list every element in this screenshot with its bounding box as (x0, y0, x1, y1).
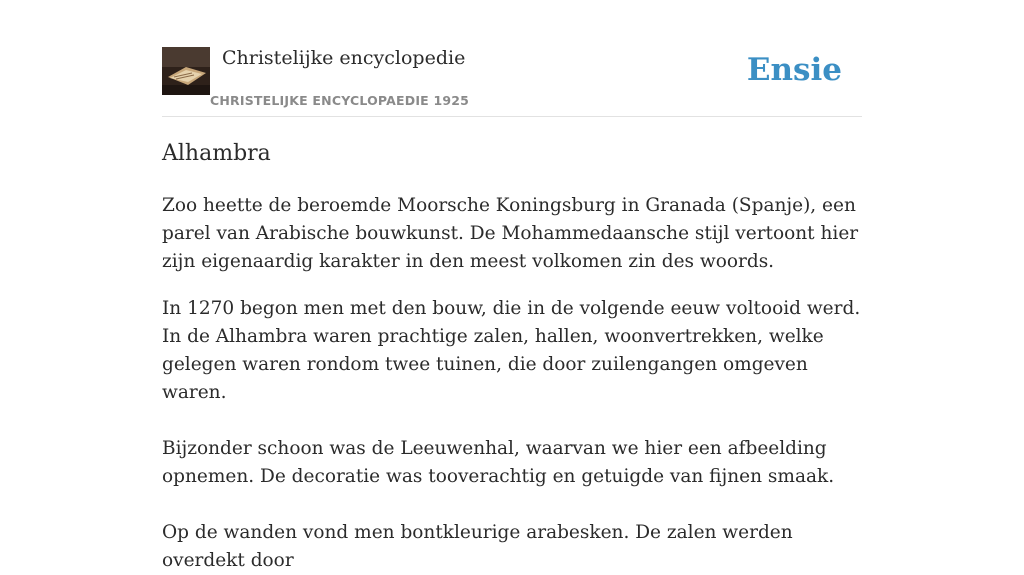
site-subtitle[interactable]: CHRISTELIJKE ENCYCLOPAEDIE 1925 (210, 93, 470, 108)
site-name[interactable]: Christelijke encyclopedie (222, 47, 466, 69)
article-paragraph: In 1270 begon men met den bouw, die in de volgende eeuw voltooid werd. In de Alhambra waren prachtige zalen, hallen, woonvertrekken, welke gelegen waren rondom twee tuinen, die door zuilengangen omgeven waren. (162, 298, 861, 403)
avatar[interactable] (162, 47, 210, 95)
article (162, 136, 867, 575)
article-paragraph: Op de wanden vond men bontkleurige arabesken. De zalen werden overdekt door (162, 522, 793, 571)
article-title: Alhambra (162, 141, 271, 166)
article-paragraph: Zoo heette de beroemde Moorsche Koningsburg in Granada (Spanje), een parel van Arabische bouwkunst. De Mohammedaansche stijl vertoont hier zijn eigenaardig karakter in den meest volkomen zin des woords. (162, 195, 859, 272)
book-photo-icon (162, 47, 210, 95)
brand-logo[interactable]: Ensie (746, 52, 842, 88)
article-paragraph: Bijzonder schoon was de Leeuwenhal, waarvan we hier een afbeelding opnemen. De decoratie was tooverachtig en getuigde van fijnen smaak. (162, 438, 835, 487)
site-header (162, 0, 862, 117)
